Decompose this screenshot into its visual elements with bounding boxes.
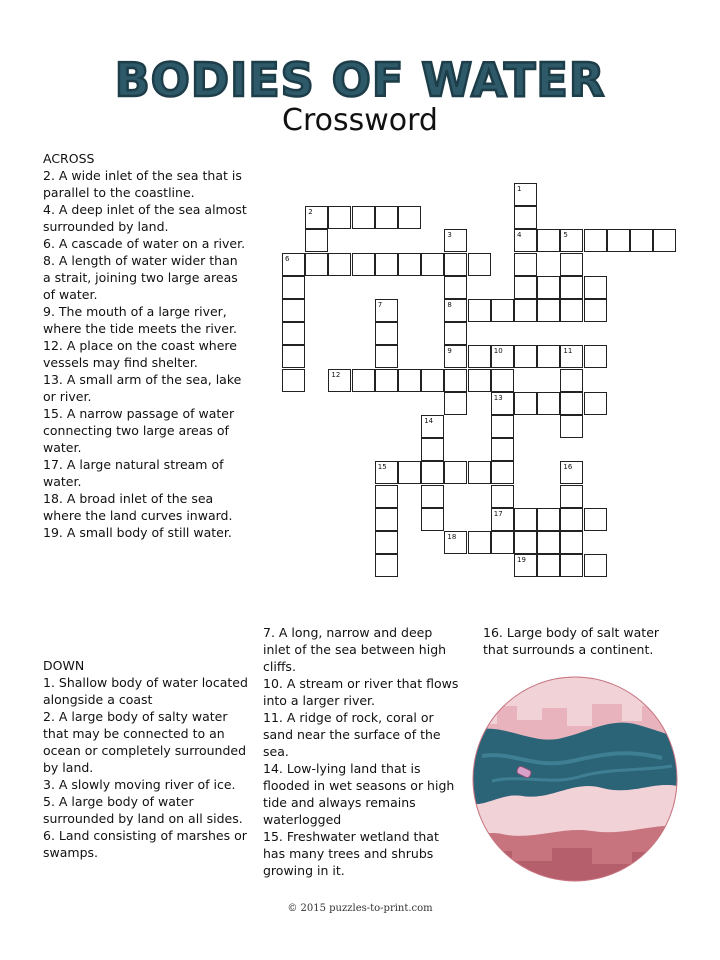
grid-cell[interactable] <box>514 554 537 577</box>
grid-cell[interactable] <box>282 276 305 299</box>
grid-cell[interactable] <box>375 485 398 508</box>
grid-cell[interactable] <box>444 345 467 368</box>
grid-cell[interactable] <box>328 206 351 229</box>
grid-cell[interactable] <box>491 369 514 392</box>
grid-cell[interactable] <box>537 392 560 415</box>
grid-cell[interactable] <box>375 531 398 554</box>
grid-cell[interactable] <box>514 276 537 299</box>
grid-cell[interactable] <box>584 392 607 415</box>
clue-number: 11 <box>563 347 573 356</box>
down-clues-column-3 <box>483 624 683 658</box>
grid-cell[interactable] <box>375 369 398 392</box>
grid-cell[interactable] <box>282 369 305 392</box>
grid-cell[interactable] <box>560 508 583 531</box>
grid-cell[interactable] <box>537 299 560 322</box>
down-clue: 14. Low-lying land that is flooded in wet seasons or high tide and always remains waterlogged <box>263 761 455 827</box>
grid-cell[interactable] <box>444 299 467 322</box>
grid-cell[interactable] <box>375 299 398 322</box>
grid-cell[interactable] <box>444 369 467 392</box>
down-clue: 15. Freshwater wetland that has many trees and shrubs growing in it. <box>263 829 439 878</box>
grid-cell[interactable] <box>514 345 537 368</box>
grid-cell[interactable] <box>468 299 491 322</box>
across-clues <box>43 150 248 541</box>
clue-number: 13 <box>493 393 503 402</box>
grid-cell[interactable] <box>352 206 375 229</box>
grid-cell[interactable] <box>468 345 491 368</box>
across-clue: 18. A broad inlet of the sea where the land curves inward. <box>43 491 233 523</box>
grid-cell[interactable] <box>375 253 398 276</box>
grid-cell[interactable] <box>305 229 328 252</box>
grid-cell[interactable] <box>421 369 444 392</box>
grid-cell[interactable] <box>560 253 583 276</box>
grid-cell[interactable] <box>421 438 444 461</box>
clue-number: 5 <box>563 231 568 240</box>
across-clue: 2. A wide inlet of the sea that is parallel to the coastline. <box>43 168 242 200</box>
grid-cell[interactable] <box>468 369 491 392</box>
grid-cell[interactable] <box>630 229 653 252</box>
grid-cell[interactable] <box>560 276 583 299</box>
clue-number: 10 <box>493 347 503 356</box>
clue-number: 14 <box>424 417 434 425</box>
grid-cell[interactable] <box>375 322 398 345</box>
grid-cell[interactable] <box>514 531 537 554</box>
grid-cell[interactable] <box>560 531 583 554</box>
across-clue: 6. A cascade of water on a river. <box>43 236 246 251</box>
grid-cell[interactable] <box>491 531 514 554</box>
clue-number: 4 <box>517 231 522 240</box>
across-clue: 9. The mouth of a large river, where the tide meets the river. <box>43 304 237 336</box>
grid-cell[interactable] <box>537 345 560 368</box>
grid-cell[interactable] <box>375 345 398 368</box>
grid-cell[interactable] <box>375 554 398 577</box>
down-clue: 5. A large body of water surrounded by land on all sides. <box>43 794 243 826</box>
down-heading: DOWN <box>43 658 85 673</box>
grid-cell[interactable] <box>468 531 491 554</box>
grid-cell[interactable] <box>282 345 305 368</box>
grid-cell[interactable] <box>444 253 467 276</box>
grid-cell[interactable] <box>514 206 537 229</box>
grid-cell[interactable] <box>560 345 583 368</box>
across-heading: ACROSS <box>43 151 95 166</box>
grid-cell[interactable] <box>352 253 375 276</box>
down-clues-column-2 <box>263 624 463 879</box>
grid-cell[interactable] <box>282 253 305 276</box>
clue-number: 19 <box>517 556 526 565</box>
grid-cell[interactable] <box>421 461 444 484</box>
down-clue: 2. A large body of salty water that may be connected to an ocean or completely surrounded by land. <box>43 709 247 775</box>
clue-number: 8 <box>447 301 452 309</box>
grid-cell[interactable] <box>444 276 467 299</box>
grid-cell[interactable] <box>491 299 514 322</box>
across-clue: 13. A small arm of the sea, lake or river. <box>43 372 242 404</box>
clue-number: 15 <box>377 463 387 472</box>
grid-cell[interactable] <box>375 206 398 229</box>
grid-cell[interactable] <box>584 508 607 531</box>
grid-cell[interactable] <box>514 392 537 415</box>
puzzle-subtitle: Crossword <box>282 103 438 138</box>
copyright-footer: © 2015 puzzles-to-print.com <box>287 903 433 914</box>
grid-cell[interactable] <box>328 369 351 392</box>
grid-cell[interactable] <box>491 485 514 508</box>
grid-cell[interactable] <box>514 299 537 322</box>
grid-cell[interactable] <box>468 461 491 484</box>
grid-cell[interactable] <box>560 369 583 392</box>
grid-cell[interactable] <box>398 461 421 484</box>
grid-cell[interactable] <box>491 415 514 438</box>
clue-number: 17 <box>493 509 503 518</box>
puzzle-title <box>0 48 720 108</box>
grid-cell[interactable] <box>584 345 607 368</box>
grid-cell[interactable] <box>491 461 514 484</box>
grid-cell[interactable] <box>444 322 467 345</box>
grid-cell[interactable] <box>282 299 305 322</box>
grid-cell[interactable] <box>560 461 583 484</box>
grid-cell[interactable] <box>584 276 607 299</box>
grid-cell[interactable] <box>421 485 444 508</box>
clue-number: 18 <box>447 533 457 541</box>
grid-cell[interactable] <box>491 508 514 531</box>
water-landscape-illustration <box>472 676 678 882</box>
grid-cell[interactable] <box>607 229 630 252</box>
across-clue: 8. A length of water wider than a strait, joining two large areas of water. <box>43 253 238 302</box>
grid-cell[interactable] <box>560 554 583 577</box>
grid-cell[interactable] <box>537 554 560 577</box>
clue-number: 9 <box>447 347 452 356</box>
grid-cell[interactable] <box>398 369 421 392</box>
title-text: Bodies of Water <box>114 53 606 107</box>
grid-cell[interactable] <box>421 508 444 531</box>
grid-cell[interactable] <box>514 508 537 531</box>
grid-cell[interactable] <box>444 531 467 554</box>
grid-cell[interactable] <box>560 229 583 252</box>
grid-cell[interactable] <box>491 438 514 461</box>
grid-cell[interactable] <box>421 253 444 276</box>
grid-cell[interactable] <box>584 554 607 577</box>
grid-cell[interactable] <box>491 392 514 415</box>
down-clue: 11. A ridge of rock, coral or sand near the surface of the sea. <box>263 710 441 759</box>
grid-cell[interactable] <box>444 392 467 415</box>
across-clue: 4. A deep inlet of the sea almost surrounded by land. <box>43 202 247 234</box>
grid-cell[interactable] <box>282 322 305 345</box>
grid-cell[interactable] <box>537 229 560 252</box>
grid-cell[interactable] <box>560 299 583 322</box>
down-clues-column-1 <box>43 657 248 861</box>
grid-cell[interactable] <box>584 299 607 322</box>
clue-number: 2 <box>308 208 313 217</box>
down-clue: 1. Shallow body of water located alongside a coast <box>43 675 248 707</box>
grid-cell[interactable] <box>468 253 491 276</box>
clue-number: 3 <box>447 231 452 240</box>
grid-cell[interactable] <box>421 415 444 438</box>
across-clue: 12. A place on the coast where vessels may find shelter. <box>43 338 237 370</box>
grid-cell[interactable] <box>560 415 583 438</box>
grid-cell[interactable] <box>537 531 560 554</box>
clue-number: 16 <box>563 463 573 472</box>
down-clue: 16. Large body of salt water that surrounds a continent. <box>483 625 660 657</box>
across-clue: 17. A large natural stream of water. <box>43 457 224 489</box>
across-clue: 19. A small body of still water. <box>43 525 232 540</box>
grid-cell[interactable] <box>514 183 537 206</box>
clue-number: 12 <box>331 370 341 379</box>
grid-cell[interactable] <box>375 461 398 484</box>
grid-cell[interactable] <box>491 345 514 368</box>
grid-cell[interactable] <box>375 508 398 531</box>
grid-cell[interactable] <box>398 253 421 276</box>
grid-cell[interactable] <box>537 508 560 531</box>
grid-cell[interactable] <box>584 229 607 252</box>
clue-number: 6 <box>285 254 290 263</box>
down-clue: 6. Land consisting of marshes or swamps. <box>43 828 247 860</box>
clue-number: 1 <box>517 185 522 193</box>
grid-cell[interactable] <box>514 229 537 252</box>
grid-cell[interactable] <box>352 369 375 392</box>
down-clue: 10. A stream or river that flows into a larger river. <box>263 676 459 708</box>
down-clue: 3. A slowly moving river of ice. <box>43 777 236 792</box>
grid-cell[interactable] <box>560 485 583 508</box>
grid-cell[interactable] <box>653 229 676 252</box>
grid-cell[interactable] <box>305 206 328 229</box>
grid-cell[interactable] <box>328 253 351 276</box>
grid-cell[interactable] <box>305 253 328 276</box>
grid-cell[interactable] <box>444 461 467 484</box>
grid-cell[interactable] <box>514 253 537 276</box>
down-clue: 7. A long, narrow and deep inlet of the sea between high cliffs. <box>263 625 447 674</box>
grid-cell[interactable] <box>398 206 421 229</box>
across-clue: 15. A narrow passage of water connecting two large areas of water. <box>43 406 235 455</box>
clue-number: 7 <box>377 301 383 309</box>
grid-cell[interactable] <box>444 229 467 252</box>
grid-cell[interactable] <box>560 392 583 415</box>
grid-cell[interactable] <box>537 276 560 299</box>
